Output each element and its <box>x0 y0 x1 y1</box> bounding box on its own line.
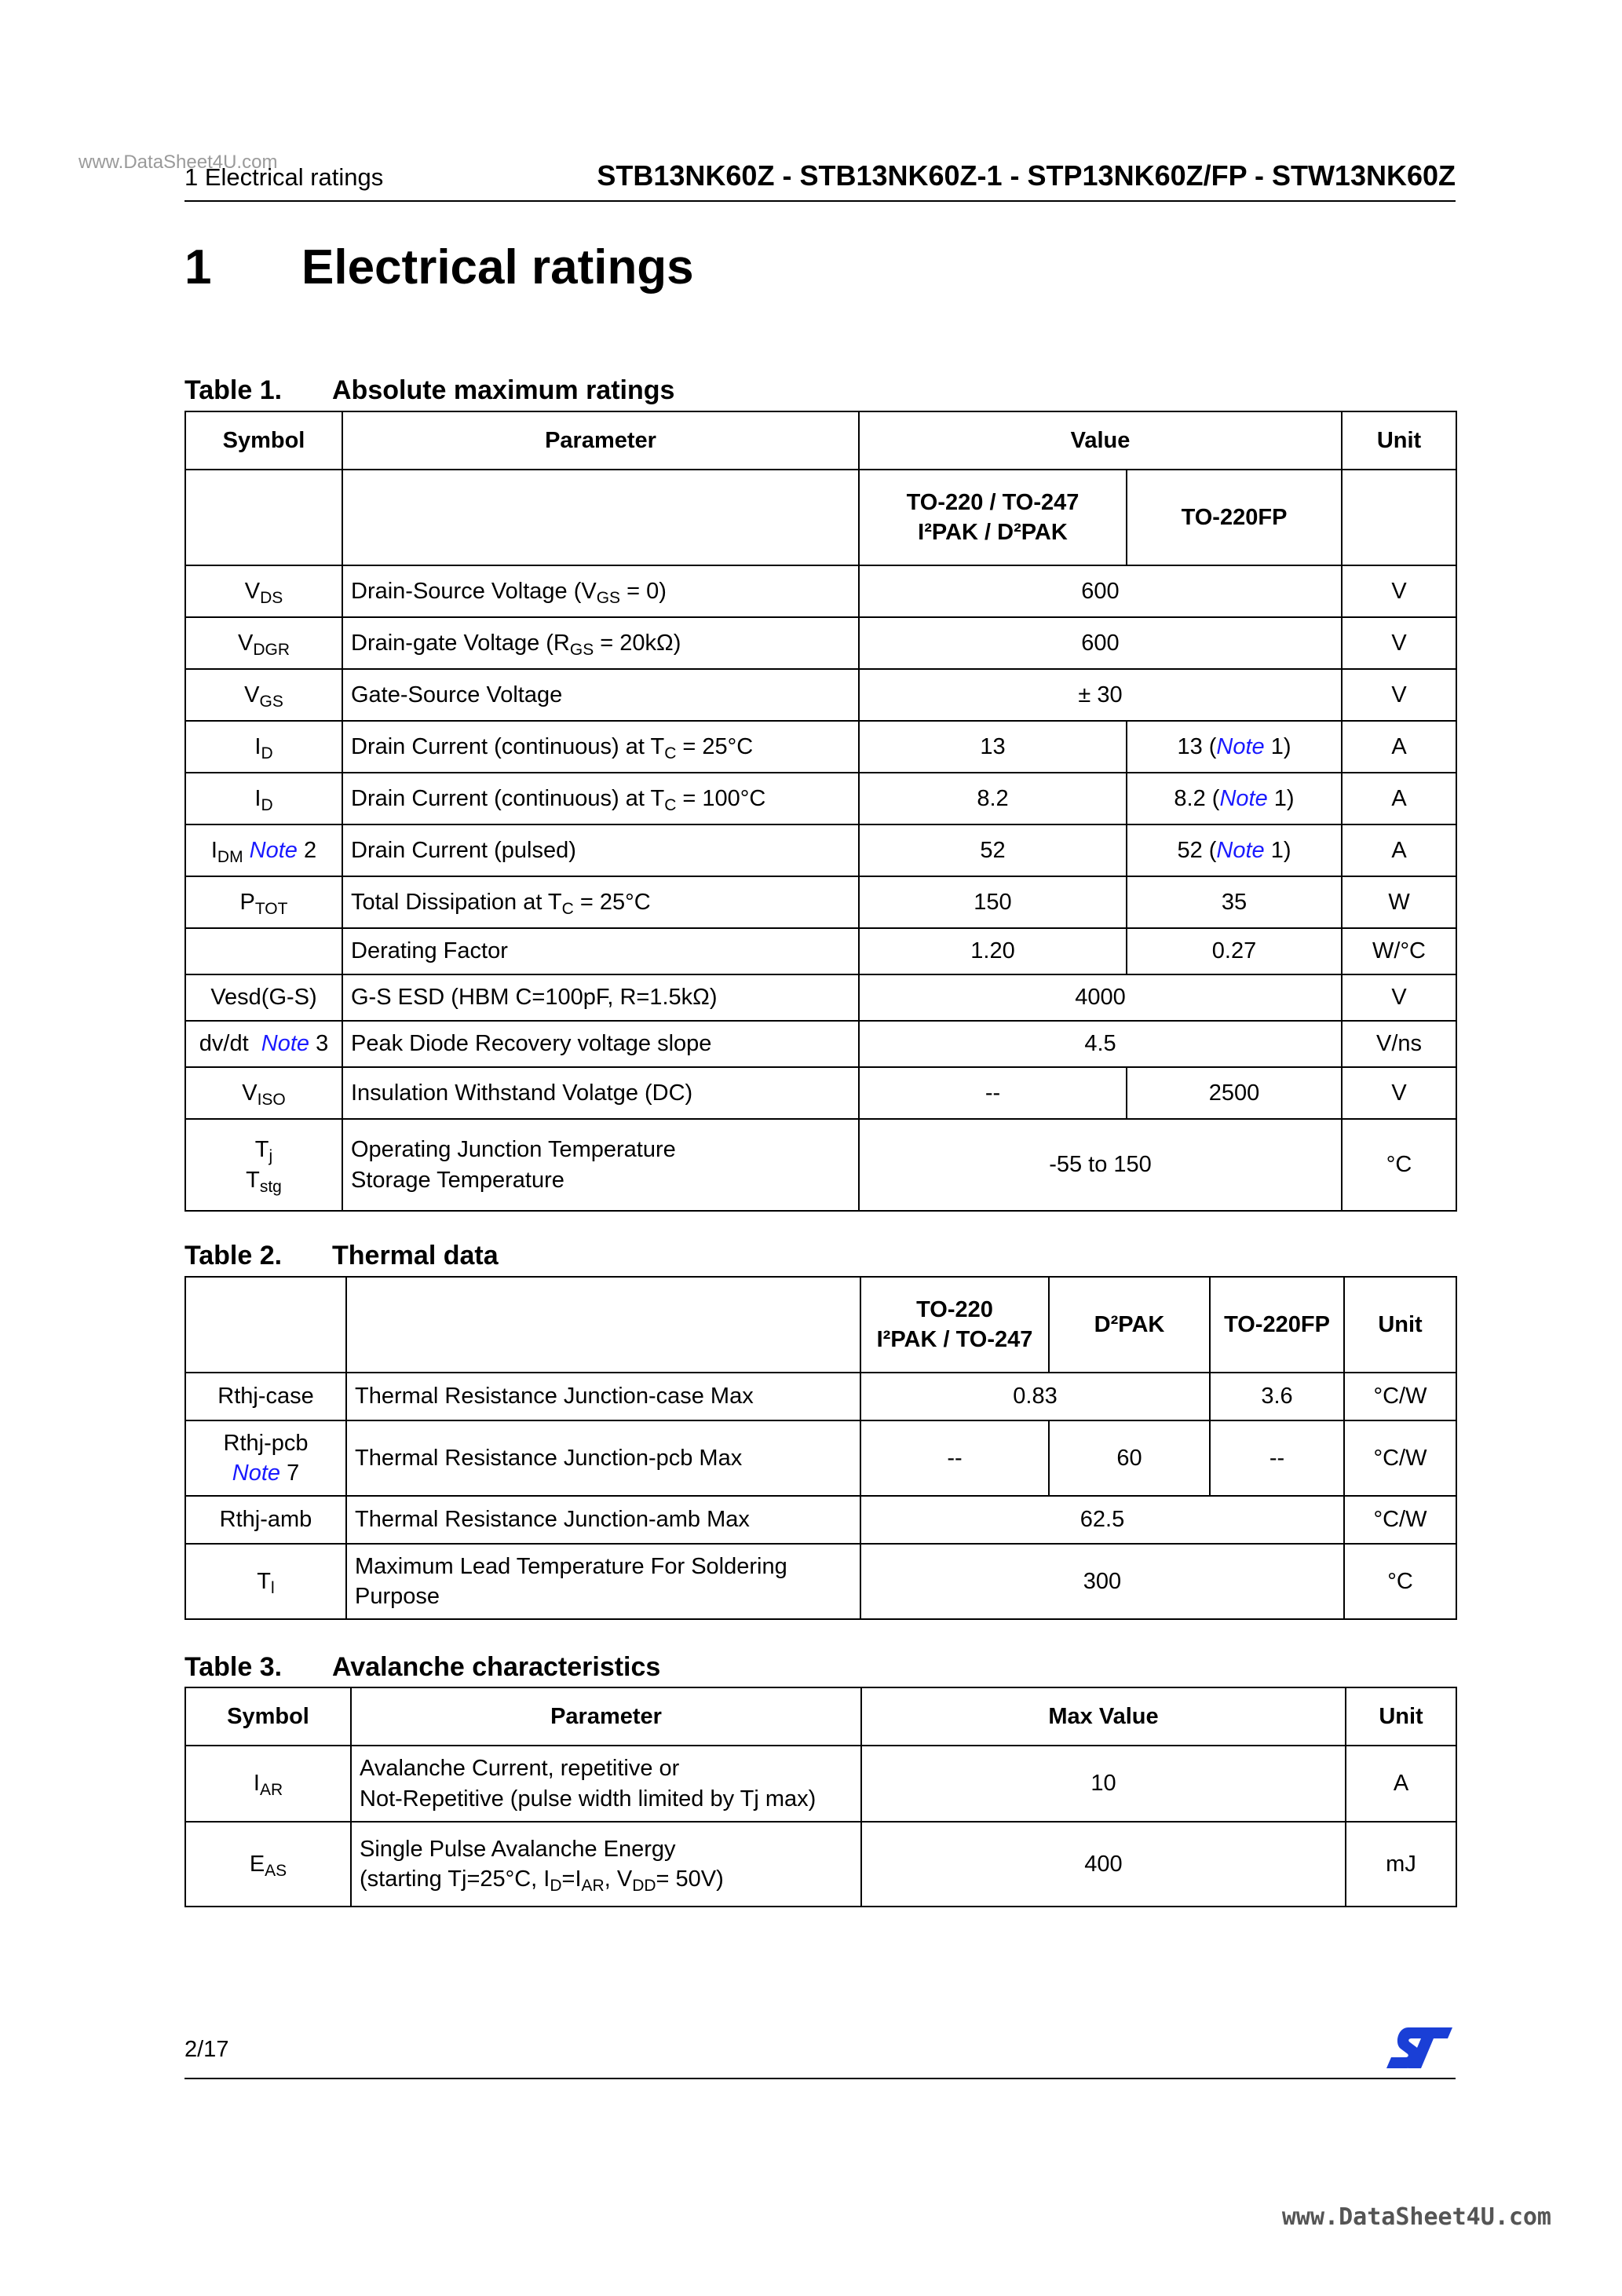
watermark-bottom: www.DataSheet4U.com <box>1281 2203 1551 2231</box>
table-row: $I_D$ Drain Current (continuous) at $T_C = 25^\circ C$ 13 13 (Note 1) A <box>185 721 1456 773</box>
table3-h-symbol: Symbol <box>185 1687 351 1746</box>
table-row: Rthj-pcb Note 7 Thermal Resistance Junction-pcb Max -- 60 -- °C/W <box>185 1420 1456 1496</box>
st-logo-shape <box>1386 2027 1452 2068</box>
note-link[interactable]: Note <box>1219 785 1268 811</box>
table2-header-row <box>185 1277 1456 1373</box>
table-row: $I_D$ Drain Current (continuous) at $T_C = 100^\circ C$ 8.2 8.2 (Note 1) A <box>185 773 1456 824</box>
table-row: $V_{ISO}$ Insulation Withstand Volatge (DC) -- 2500 V <box>185 1067 1456 1119</box>
table-row: $V_{DS}$ Drain-Source Voltage $(V_{GS} = 0)$ 600 V <box>185 565 1456 617</box>
table3-caption-title: Avalanche characteristics <box>332 1652 661 1682</box>
table1-caption-title: Absolute maximum ratings <box>332 375 675 405</box>
note-link[interactable]: Note <box>249 837 298 863</box>
watermark-top: www.DataSheet4U.com <box>79 152 278 173</box>
table-row: dv/dt Note 3 Peak Diode Recovery voltage slope 4.5 V/ns <box>185 1021 1456 1067</box>
table-row: Rthj-amb Thermal Resistance Junction-amb Max 62.5 °C/W <box>185 1496 1456 1544</box>
table3-header-row <box>185 1687 1456 1746</box>
note-link[interactable]: Note <box>261 1031 310 1057</box>
table-row: $T_j$ $T_{stg}$ Operating Junction Temperature Storage Temperature -55 to 150 °C <box>185 1119 1456 1211</box>
table2-caption-title: Thermal data <box>332 1241 499 1270</box>
section-title: Electrical ratings <box>301 240 694 294</box>
table-row: Rthj-case Thermal Resistance Junction-case Max 0.83 3.6 °C/W <box>185 1373 1456 1420</box>
table1-h-pkg1: TO-220 / TO-247 I²PAK / D²PAK <box>859 470 1127 565</box>
footer-rule <box>184 2078 1456 2079</box>
table1-caption <box>184 375 674 406</box>
section-number: 1 <box>184 240 212 294</box>
table1-absolute-maximum-ratings <box>184 411 1457 1212</box>
table1-subheader-row <box>185 470 1456 565</box>
page-number: 2/17 <box>184 2037 229 2062</box>
table-row: $T_l$ Maximum Lead Temperature For Soldering Purpose 300 °C <box>185 1544 1456 1619</box>
table2-h-pkg3: TO-220FP <box>1210 1277 1344 1373</box>
table3-caption <box>184 1652 660 1683</box>
table3-h-value: Max Value <box>861 1687 1346 1746</box>
table-row: $P_{TOT}$ Total Dissipation at $T_C = 25^\circ C$ 150 35 W <box>185 876 1456 928</box>
table-row: $I_{AR}$ Avalanche Current, repetitive or Not-Repetitive (pulse width limited by Tj max) 10 A <box>185 1746 1456 1822</box>
table2-caption <box>184 1241 499 1271</box>
table1-header-row <box>185 411 1456 470</box>
table3-h-parameter: Parameter <box>351 1687 861 1746</box>
note-link[interactable]: Note <box>1216 837 1265 863</box>
st-logo-icon <box>1385 2026 1454 2070</box>
table3-h-unit: Unit <box>1346 1687 1456 1746</box>
table2-h-pkg2: D²PAK <box>1049 1277 1210 1373</box>
table-row: $E_{AS}$ Single Pulse Avalanche Energy (starting Tj=25°C, $I_D=I_{AR}$, $V_{DD}= 50V$) 400 mJ <box>185 1822 1456 1907</box>
table2-caption-number: Table 2. <box>184 1241 283 1270</box>
table1-h-parameter: Parameter <box>342 411 859 470</box>
table-row: Vesd(G-S) G-S ESD (HBM C=100pF, R=1.5kΩ) 4000 V <box>185 974 1456 1021</box>
table1-h-pkg2: TO-220FP <box>1127 470 1342 565</box>
header-section: 1 Electrical ratings <box>184 163 384 191</box>
header-rule <box>184 200 1456 202</box>
table-row: Derating Factor 1.20 0.27 W/°C <box>185 928 1456 974</box>
table1-h-symbol: Symbol <box>185 411 342 470</box>
table2-h-unit: Unit <box>1344 1277 1456 1373</box>
table2-thermal-data <box>184 1276 1457 1620</box>
table3-avalanche-characteristics <box>184 1687 1457 1907</box>
table1-h-unit: Unit <box>1342 411 1456 470</box>
table3-caption-number: Table 3. <box>184 1652 283 1682</box>
table2-h-pkg1: TO-220 I²PAK / TO-247 <box>860 1277 1049 1373</box>
table-row: $V_{GS}$ Gate-Source Voltage ± 30 V <box>185 669 1456 721</box>
note-link[interactable]: Note <box>232 1461 281 1486</box>
note-link[interactable]: Note <box>1216 733 1265 759</box>
table-row: $V_{DGR}$ Drain-gate Voltage $(R_{GS} = 20k\Omega)$ 600 V <box>185 617 1456 669</box>
table-row: $I_{DM}$ Note 2 Drain Current (pulsed) 52 52 (Note 1) A <box>185 824 1456 876</box>
table1-h-value: Value <box>859 411 1342 470</box>
header-title: STB13NK60Z - STB13NK60Z-1 - STP13NK60Z/FP - STW13NK60Z <box>597 159 1456 192</box>
table1-caption-number: Table 1. <box>184 375 283 405</box>
